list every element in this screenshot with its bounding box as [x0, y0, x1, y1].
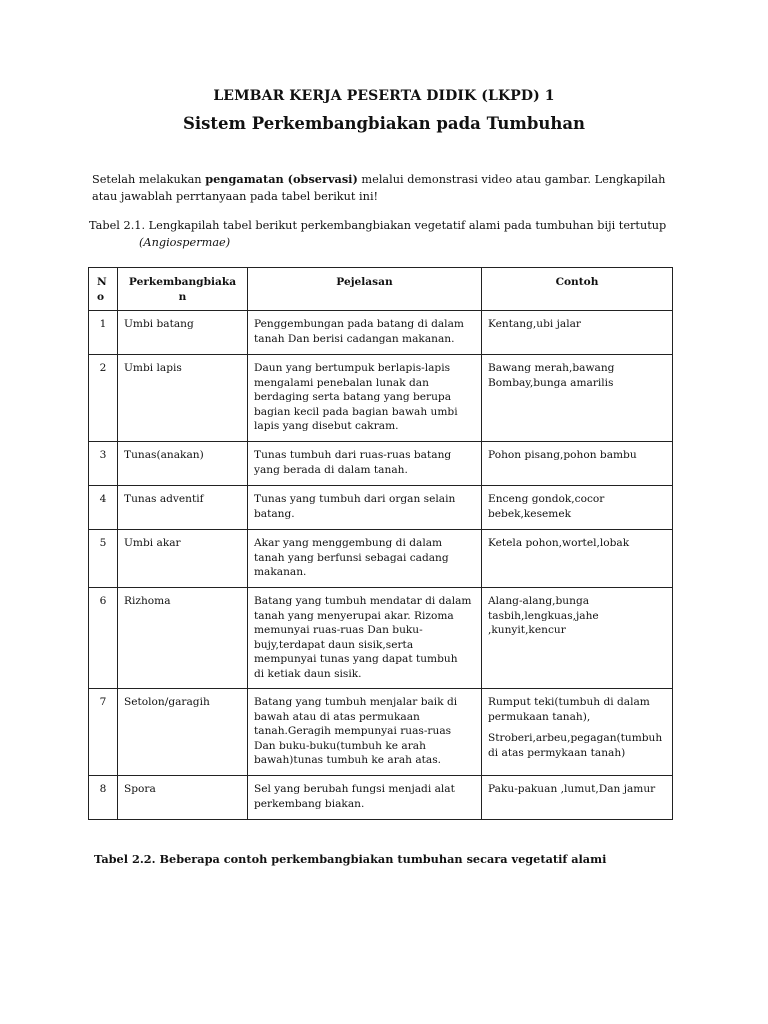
table-header-row — [89, 268, 673, 311]
table-row — [89, 442, 673, 486]
table-caption-1 — [89, 217, 689, 251]
table-row — [89, 776, 673, 820]
header-pejelasan: Pejelasan — [248, 268, 482, 311]
intro-text-2: melalui demonstrasi video atau gambar. Lengkapilah atau jawablah perrtanyaan pada tabel berikut ini! — [92, 173, 666, 203]
row-example: Bawang merah,bawang Bombay,bunga amarilis — [482, 355, 673, 442]
row-type: Umbi lapis — [118, 355, 248, 442]
row-type: Spora — [118, 776, 248, 820]
table-row — [89, 689, 673, 776]
row-number: 7 — [89, 689, 118, 776]
table-caption-2: Tabel 2.2. Beberapa contoh perkembangbiakan tumbuhan secara vegetatif alami — [94, 852, 607, 866]
row-number: 5 — [89, 530, 118, 588]
row-type: Setolon/garagih — [118, 689, 248, 776]
row-description: Batang yang tumbuh mendatar di dalam tanah yang menyerupai akar. Rizoma memunyai ruas-ruas Dan buku- bujy,terdapat daun sisik,serta mempunyai tunas yang dapat tumbuh di ketiak daun sisik. — [248, 588, 482, 689]
row-type: Umbi batang — [118, 311, 248, 355]
row-description: Batang yang tumbuh menjalar baik di bawah atau di atas permukaan tanah.Geragih mempunyai ruas-ruas Dan buku-buku(tumbuh ke arah bawah)tunas tumbuh ke arah atas. — [248, 689, 482, 776]
row-number: 6 — [89, 588, 118, 689]
header-contoh: Contoh — [482, 268, 673, 311]
worksheet-subtitle: Sistem Perkembangbiakan pada Tumbuhan — [182, 114, 586, 133]
row-type: Tunas adventif — [118, 486, 248, 530]
row-example: Paku-pakuan ,lumut,Dan jamur — [482, 776, 673, 820]
table-caption-1-sub: (Angiospermae) — [139, 236, 231, 249]
row-example: Pohon pisang,pohon bambu — [482, 442, 673, 486]
table-row — [89, 355, 673, 442]
row-type: Umbi akar — [118, 530, 248, 588]
row-description: Akar yang menggembung di dalam tanah yang berfunsi sebagai cadang makanan. — [248, 530, 482, 588]
row-number: 2 — [89, 355, 118, 442]
row-example: Alang-alang,bunga tasbih,lengkuas,jahe ,kunyit,kencur — [482, 588, 673, 689]
intro-text-1: Setelah melakukan — [92, 173, 206, 186]
intro-paragraph — [92, 171, 682, 205]
row-number: 1 — [89, 311, 118, 355]
header-no: N o — [89, 268, 118, 311]
reproduction-table — [88, 267, 673, 820]
table-row — [89, 311, 673, 355]
row-type: Tunas(anakan) — [118, 442, 248, 486]
table-row — [89, 530, 673, 588]
header-perkembangbiakan: Perkembangbiaka n — [118, 268, 248, 311]
row-description: Tunas yang tumbuh dari organ selain batang. — [248, 486, 482, 530]
row-example: Kentang,ubi jalar — [482, 311, 673, 355]
row-description: Tunas tumbuh dari ruas-ruas batang yang berada di dalam tanah. — [248, 442, 482, 486]
table-row — [89, 486, 673, 530]
row-description: Penggembungan pada batang di dalam tanah Dan berisi cadangan makanan. — [248, 311, 482, 355]
worksheet-title: LEMBAR KERJA PESERTA DIDIK (LKPD) 1 — [213, 88, 555, 104]
row-type: Rizhoma — [118, 588, 248, 689]
row-number: 4 — [89, 486, 118, 530]
intro-bold-text: pengamatan (observasi) — [205, 172, 358, 186]
row-example: Enceng gondok,cocor bebek,kesemek — [482, 486, 673, 530]
row-description: Daun yang bertumpuk berlapis-lapis mengalami penebalan lunak dan berdaging serta batang yang berupa bagian kecil pada bagian bawah umbi lapis yang disebut cakram. — [248, 355, 482, 442]
row-description: Sel yang berubah fungsi menjadi alat perkembang biakan. — [248, 776, 482, 820]
table-row — [89, 588, 673, 689]
row-number: 8 — [89, 776, 118, 820]
row-example: Ketela pohon,wortel,lobak — [482, 530, 673, 588]
row-number: 3 — [89, 442, 118, 486]
row-example: Rumput teki(tumbuh di dalam permukaan tanah), Stroberi,arbeu,pegagan(tumbuh di atas permykaan tanah) — [482, 689, 673, 776]
table-caption-1-text: Tabel 2.1. Lengkapilah tabel berikut perkembangbiakan vegetatif alami pada tumbuhan biji tertutup — [89, 219, 667, 232]
